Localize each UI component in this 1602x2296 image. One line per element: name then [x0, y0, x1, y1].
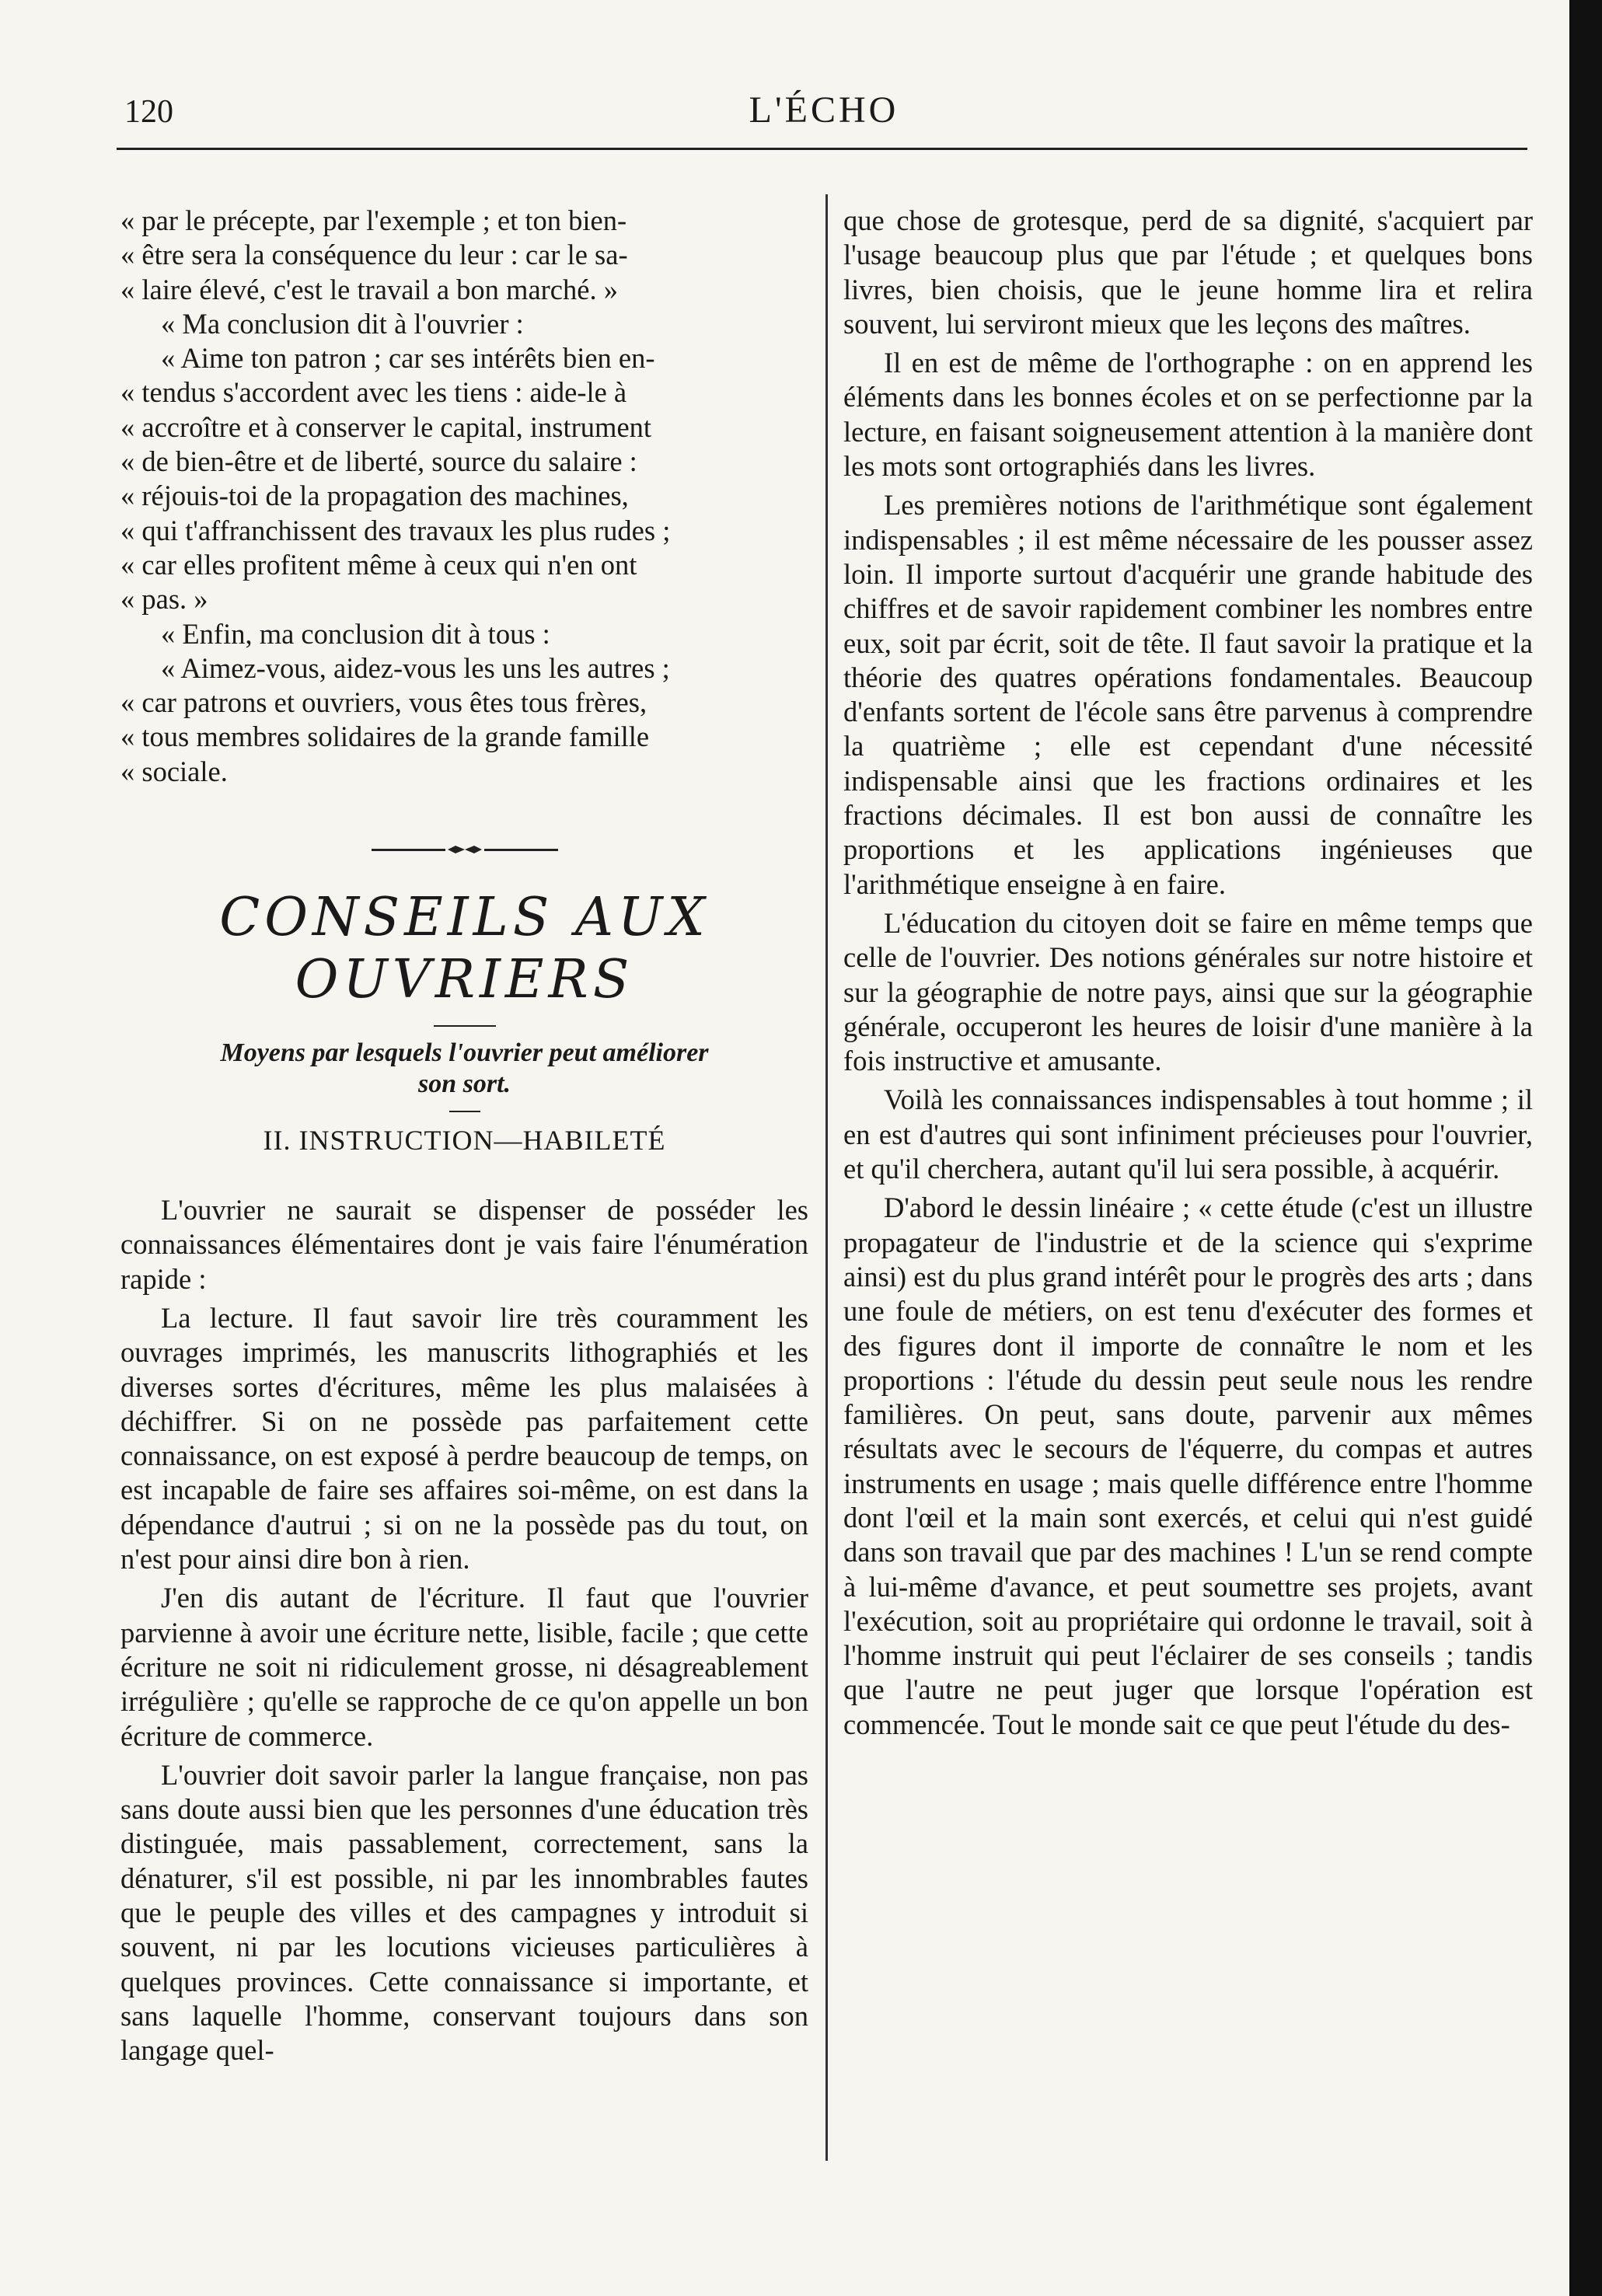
text-line: « de bien-être et de liberté, source du salaire : — [120, 445, 637, 478]
page-number: 120 — [124, 94, 173, 130]
text-line: « pas. » — [120, 583, 208, 616]
subtitle: son sort. — [417, 1069, 511, 1099]
page-header — [124, 85, 1523, 140]
left-column — [120, 204, 808, 2067]
paragraph: L'ouvrier doit savoir parler la langue française, non pas sans doute aussi bien que les personnes d'une éducation très distinguée, mais passablement, correctement, sans la dénaturer, s'il est possible, ni par les innombrables fautes que le peuple des villes et des campagnes y introduit si souvent, ni par les locutions vicieuses particulières à quelques provinces. Cette connaissance si importante, et sans laquelle l'homme, conservant toujours dans son langage quel- — [120, 1758, 808, 2067]
paragraph: L'éducation du citoyen doit se faire en même temps que celle de l'ouvrier. Des notions générales sur notre histoire et sur la géographie de notre pays, ainsi que sur la géographie générale, occuperont les heures de loisir d'une manière à la fois instructive et amusante. — [843, 906, 1533, 1077]
paragraph: Il en est de même de l'orthographe : on en apprend les éléments dans les bonnes écoles et on se perfectionne par la lecture, en faisant soigneusement attention à la manière dont les mots sont ortographiés dans les livres. — [843, 347, 1533, 483]
text-line: « tous membres solidaires de la grande famille — [120, 721, 650, 753]
text-line: « Ma conclusion dit à l'ouvrier : — [161, 307, 524, 340]
paragraph: que chose de grotesque, perd de sa dignité, s'acquiert par l'usage beaucoup plus que par l'étude ; et quelques bons livres, bien choisis, que le jeune homme lira et relira souvent, lui serviront mieux que les leçons des maîtres. — [843, 204, 1533, 340]
short-rule — [449, 1111, 480, 1112]
paragraph: L'ouvrier ne saurait se dispenser de posséder les connaissances élémentaires dont je vais faire l'énumération rapide : — [120, 1194, 808, 1295]
text-line: « tendus s'accordent avec les tiens : aide-le à — [120, 376, 627, 409]
text-line: « réjouis-toi de la propagation des machines, — [120, 480, 629, 512]
text-line: « Aime ton patron ; car ses intérêts bien en- — [161, 342, 655, 375]
text-line: « par le précepte, par l'exemple ; et ton bien- — [120, 204, 627, 236]
text-line: « sociale. — [120, 755, 228, 787]
paragraph: D'abord le dessin linéaire ; « cette étude (c'est un illustre propagateur de l'industrie et de la science qui s'exprime ainsi) est du plus grand intérêt pour le progrès des arts ; dans une foule de métiers, on est tenu d'exécuter des formes et des figures dont il importe de connaître le nom et les proportions : l'étude du dessin peut seule nous les rendre familières. On peut, sans doute, parvenir aux mêmes résultats avec le secours de l'équerre, du compas et autres instruments en usage ; mais quelle différence entre l'homme dont l'œil et la main sont exercés, et celui qui n'est guidé dans son travail que par des machines ! L'un se rend compte à lui-même d'avance, et peut soumettre ses projets, avant l'exécution, soit au propriétaire qui ordonne le travail, soit à l'homme instruit qui peut l'éclairer de ses conseils ; tandis que l'autre ne peut juger que lorsque l'opération est commencée. Tout le monde sait ce que peut l'étude du des- — [843, 1192, 1533, 1740]
text-line: « être sera la conséquence du leur : car le sa- — [120, 239, 628, 271]
right-column — [843, 204, 1533, 1742]
text-line: « car patrons et ouvriers, vous êtes tous frères, — [120, 686, 647, 719]
text-line: « accroître et à conserver le capital, instrument — [120, 410, 652, 443]
paragraph: Les premières notions de l'arithmétique sont également indispensables ; il est même nécessaire de les pousser assez loin. Il importe surtout d'acquérir une grande habitude des chiffres et de savoir rapidement combiner les nombres entre eux, soit par écrit, soit de tête. Il faut savoir la pratique et la théorie des quatres opérations fondamentales. Beaucoup d'enfants sortent de l'école sans être parvenus à comprendre la quatrième ; elle est cependant d'une nécessité indispensable ainsi que les fractions ordinaires et les fractions décimales. Il est bon aussi de connaître les proportions et les applications ingénieuses que l'arithmétique enseigne à en faire. — [843, 489, 1533, 900]
paragraph: J'en dis autant de l'écriture. Il faut que l'ouvrier parvienne à avoir une écriture nette, lisible, facile ; que cette écriture ne soit ni ridiculement grosse, ni désagreablement irrégulière ; qu'elle se rapproche de ce qu'on appelle un bon écriture de commerce. — [120, 1582, 808, 1752]
text-line: « Aimez-vous, aidez-vous les uns les autres ; — [161, 651, 670, 684]
chapter-heading: II. INSTRUCTION—HABILETÉ — [263, 1125, 666, 1157]
section-title: CONSEILS AUX OUVRIERS — [219, 887, 710, 1011]
header-rule — [117, 148, 1527, 150]
paragraph: Voilà les connaissances indispensables à tout homme ; il en est d'autres qui sont infiniment précieuses pour l'ouvrier, et qu'il cherchera, autant qu'il lui sera possible, à acquérir. — [843, 1083, 1533, 1185]
text-line: « car elles profitent même à ceux qui n'en ont — [120, 548, 637, 581]
column-divider — [825, 194, 828, 2161]
text-line: « Enfin, ma conclusion dit à tous : — [161, 617, 550, 650]
subtitle: Moyens par lesquels l'ouvrier peut améliorer — [220, 1038, 709, 1068]
quoted-conclusion — [120, 204, 808, 789]
short-rule — [434, 1025, 496, 1027]
ornament-divider — [372, 843, 558, 856]
text-line: « laire élevé, c'est le travail a bon marché. » — [120, 273, 618, 305]
running-title: L'ÉCHO — [749, 89, 899, 131]
scan-edge — [1569, 0, 1602, 2296]
text-line: « qui t'affranchissent des travaux les plus rudes ; — [120, 514, 671, 546]
paragraph: La lecture. Il faut savoir lire très couramment les ouvrages imprimés, les manuscrits lithographiés et les diverses sortes d'écritures, même les plus malaisées à déchiffrer. Si on ne possède pas parfaitement cette connaissance, on est exposé à perdre beaucoup de temps, on est incapable de faire ses affaires soi-même, on est dans la dépendance d'autrui ; si on ne la possède pas du tout, on n'est pour ainsi dire bon à rien. — [120, 1301, 808, 1575]
